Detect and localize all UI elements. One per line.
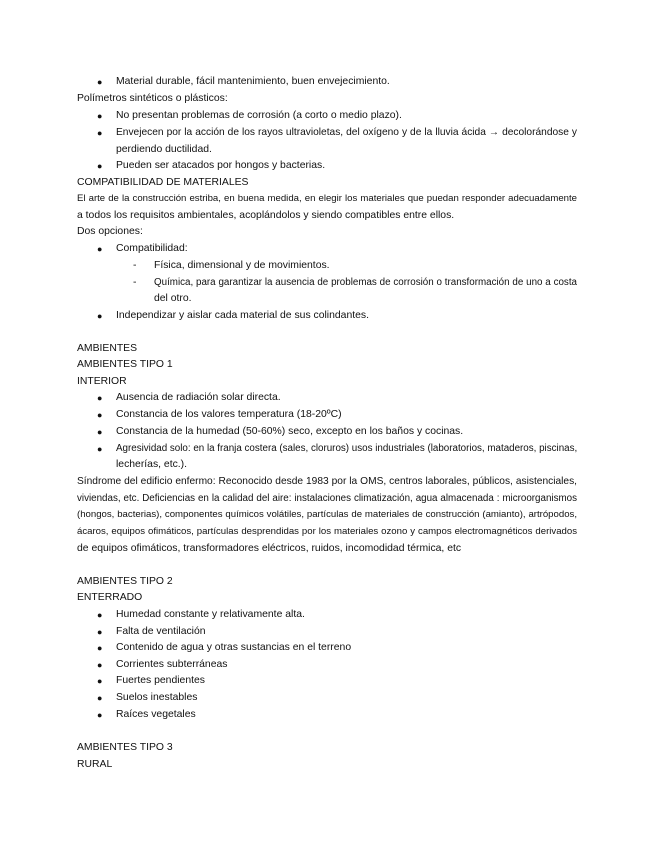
list-item: Contenido de agua y otras sustancias en el terreno xyxy=(116,642,352,653)
bullet-icon: ● xyxy=(97,244,103,254)
list-item: Suelos inestables xyxy=(116,692,198,703)
list-item: Humedad constante y relativamente alta. xyxy=(116,609,305,620)
sub-list-item: Física, dimensional y de movimientos. xyxy=(154,260,330,271)
bullet-icon: ● xyxy=(97,627,103,637)
section-heading: AMBIENTES TIPO 1 xyxy=(77,359,173,370)
bullet-icon: ● xyxy=(97,161,103,171)
section-heading: INTERIOR xyxy=(77,376,127,387)
paragraph: El arte de la construcción estriba, en buena medida, en elegir los materiales que puedan responder adecuadamente xyxy=(77,193,577,204)
section-heading: AMBIENTES xyxy=(77,343,138,354)
bullet-icon: ● xyxy=(97,311,103,321)
bullet-icon: ● xyxy=(97,643,103,653)
list-item: Constancia de los valores temperatura (18-20ºC) xyxy=(116,409,342,420)
paragraph: Síndrome del edificio enfermo: Reconocido desde 1983 por la OMS, centros laborales, públicos, asistenciales, xyxy=(77,476,577,487)
dash-icon: - xyxy=(133,260,137,271)
list-item-continuation: perdiendo ductilidad. xyxy=(116,144,212,155)
section-heading: AMBIENTES TIPO 2 xyxy=(77,576,173,587)
bullet-icon: ● xyxy=(97,77,103,87)
list-item: Envejecen por la acción de los rayos ultravioletas, del oxígeno y de la lluvia ácida → decolorándose y xyxy=(116,127,577,138)
bullet-icon: ● xyxy=(97,410,103,420)
list-item: Material durable, fácil mantenimiento, buen envejecimiento. xyxy=(116,76,390,87)
dash-icon: - xyxy=(133,277,137,288)
paragraph: a todos los requisitos ambientales, acoplándolos y siendo compatibles entre ellos. xyxy=(77,210,455,221)
paragraph: Dos opciones: xyxy=(77,226,143,237)
list-item: Ausencia de radiación solar directa. xyxy=(116,392,281,403)
bullet-icon: ● xyxy=(97,660,103,670)
sub-list-item: Química, para garantizar la ausencia de problemas de corrosión o transformación de uno a costa xyxy=(154,277,577,288)
bullet-icon: ● xyxy=(97,676,103,686)
list-item: Independizar y aislar cada material de sus colindantes. xyxy=(116,310,369,321)
paragraph: Polímetros sintéticos o plásticos: xyxy=(77,93,228,104)
paragraph: ácaros, equipos ofimáticos, partículas desprendidas por los materiales ozono y campos electromagnéticos derivados xyxy=(77,526,577,537)
list-item: Pueden ser atacados por hongos y bacterias. xyxy=(116,160,326,171)
list-item: Agresividad solo: en la franja costera (sales, cloruros) usos industriales (laboratorios, mataderos, piscinas, xyxy=(116,443,578,454)
paragraph: de equipos ofimáticos, transformadores eléctricos, ruidos, incomodidad térmica, etc xyxy=(77,543,462,554)
list-item: Falta de ventilación xyxy=(116,626,206,637)
bullet-icon: ● xyxy=(97,693,103,703)
bullet-icon: ● xyxy=(97,393,103,403)
section-heading: AMBIENTES TIPO 3 xyxy=(77,742,173,753)
section-heading: COMPATIBILIDAD DE MATERIALES xyxy=(77,177,249,188)
bullet-icon: ● xyxy=(97,610,103,620)
list-item-continuation: lecherías, etc.). xyxy=(116,459,188,470)
list-item: Compatibilidad: xyxy=(116,243,188,254)
list-item: Corrientes subterráneas xyxy=(116,659,228,670)
bullet-icon: ● xyxy=(97,444,103,454)
bullet-icon: ● xyxy=(97,111,103,121)
sub-list-item-continuation: del otro. xyxy=(154,293,192,304)
paragraph: (hongos, bacterias), componentes químicos volátiles, partículas de materiales de construcción (amianto), artrópodos, xyxy=(77,509,577,520)
list-item: No presentan problemas de corrosión (a corto o medio plazo). xyxy=(116,110,402,121)
section-heading: RURAL xyxy=(77,759,113,770)
list-item: Raíces vegetales xyxy=(116,709,196,720)
bullet-icon: ● xyxy=(97,427,103,437)
bullet-icon: ● xyxy=(97,710,103,720)
list-item: Fuertes pendientes xyxy=(116,675,205,686)
section-heading: ENTERRADO xyxy=(77,592,143,603)
bullet-icon: ● xyxy=(97,128,103,138)
list-item: Constancia de la humedad (50-60%) seco, excepto en los baños y cocinas. xyxy=(116,426,464,437)
paragraph: viviendas, etc. Deficiencias en la calidad del aire: instalaciones climatización, agua almacenada : microorganismos xyxy=(77,493,577,504)
